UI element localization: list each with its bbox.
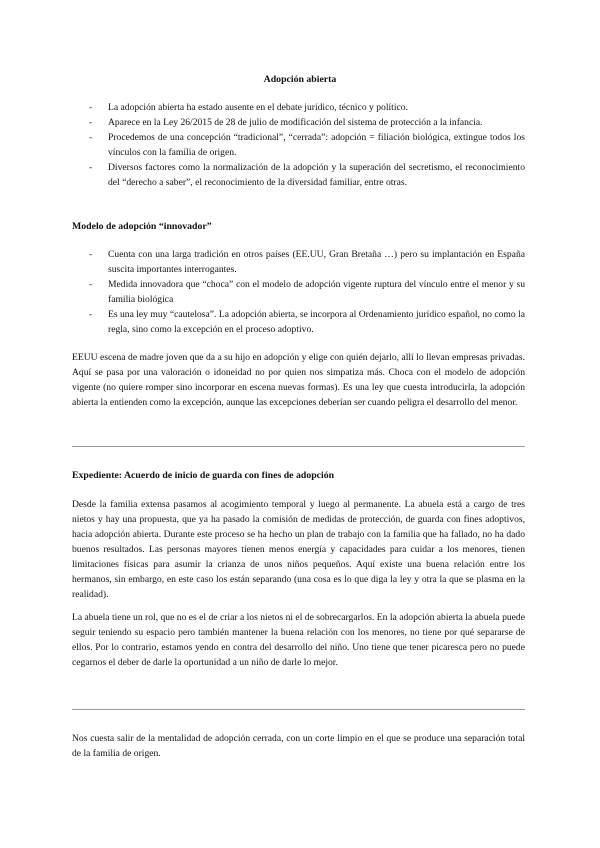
paragraph-abuela: La abuela tiene un rol, que no es el de criar a los nietos ni el de sobrecargarlos. En la adopción abierta la abuela puede seguir teniendo su espacio pero también mantener la buena relación con los menores, no tiene por qué separarse de ellos. Por lo contrario, estamos yendo en contra del desarrollo del niño. Uno tiene que tener picaresca pero no puede cegarnos el deber de darle la oportunidad a un niño de darle lo mejor.: [72, 612, 525, 668]
list-item: - Cuenta con una larga tradición en otros países (EE.UU, Gran Bretaña …) pero su implantación en España suscita importantes interrogantes.: [89, 249, 525, 275]
modelo-bullet-list: [72, 247, 525, 337]
intro-bullet-list: [72, 100, 525, 190]
dash-marker: -: [89, 249, 93, 260]
dash-marker: -: [89, 279, 93, 290]
dash-marker: -: [89, 117, 93, 128]
paragraph-familia: Desde la familia extensa pasamos al acogimiento temporal y luego al permanente. La abuela está a cargo de tres nietos y hay una propuesta, que ya ha pasado la comisión de medidas de protección, de guarda con fines adoptivos, hacia adopción abierta. Durante este proceso se ha hecho un plan de trabajo con la familia que ha fallado, no ha dado buenos resultados. Las personas mayores tienen menos energía y capacidades para cuidar a los menores, tienen limitaciones físicas para asumir la crianza de unos niños pequeños. Aquí existe una buena relación entre los hermanos, sin embargo, en este caso los están separando (una cosa es lo que diga la ley y otra la que se plasma en la realidad).: [72, 499, 525, 600]
list-item: - Diversos factores como la normalización de la adopción y la superación del secretismo, el reconocimiento del “derecho a saber”, el reconocimiento de la diversidad familiar, entre otras.: [89, 162, 525, 188]
list-item: - Es una ley muy “cautelosa”. La adopción abierta, se incorpora al Ordenamiento jurídico español, no como la regla, sino como la excepción en el proceso adoptivo.: [89, 309, 525, 335]
paragraph-eeuu: EEUU escena de madre joven que da a su hijo en adopción y elige con quién dejarlo, allí lo llevan empresas privadas. Aquí se pasa por una valoración o idoneidad no por quien nos simpatiza más. Choca con el modelo de adopción vigente (no quiere romper sino incorporar en escena nuevas formas). Es una ley que cuesta introducirla, la adopción abierta la entienden como la excepción, aunque las excepciones deberían ser cuando peligra el desarrollo del menor.: [72, 352, 525, 408]
horizontal-divider: [72, 446, 525, 447]
paragraph-cerrada: Nos cuesta salir de la mentalidad de adopción cerrada, con un corte limpio en el que se produce una separación total de la familia de origen.: [72, 733, 525, 759]
list-item: - La adopción abierta ha estado ausente en el debate jurídico, técnico y político.: [89, 102, 408, 113]
dash-marker: -: [89, 309, 93, 320]
dash-marker: -: [89, 102, 93, 113]
list-item: - Medida innovadora que “choca” con el modelo de adopción vigente ruptura del vínculo entre el menor y su familia biológica: [89, 279, 525, 305]
dash-marker: -: [89, 162, 93, 173]
list-item: - Aparece en la Ley 26/2015 de 28 de julio de modificación del sistema de protección a la infancia.: [89, 117, 483, 128]
section-heading-expediente: Expediente: Acuerdo de inicio de guarda con fines de adopción: [72, 470, 335, 481]
list-item: - Procedemos de una concepción “tradicional”, “cerrada”: adopción = filiación biológica, extingue todos los vínculos con la familia de origen.: [89, 132, 525, 158]
dash-marker: -: [89, 132, 93, 143]
horizontal-divider: [72, 709, 525, 710]
page-title: Adopción abierta: [263, 74, 337, 85]
section-heading-modelo: Modelo de adopción “innovador”: [72, 221, 212, 232]
